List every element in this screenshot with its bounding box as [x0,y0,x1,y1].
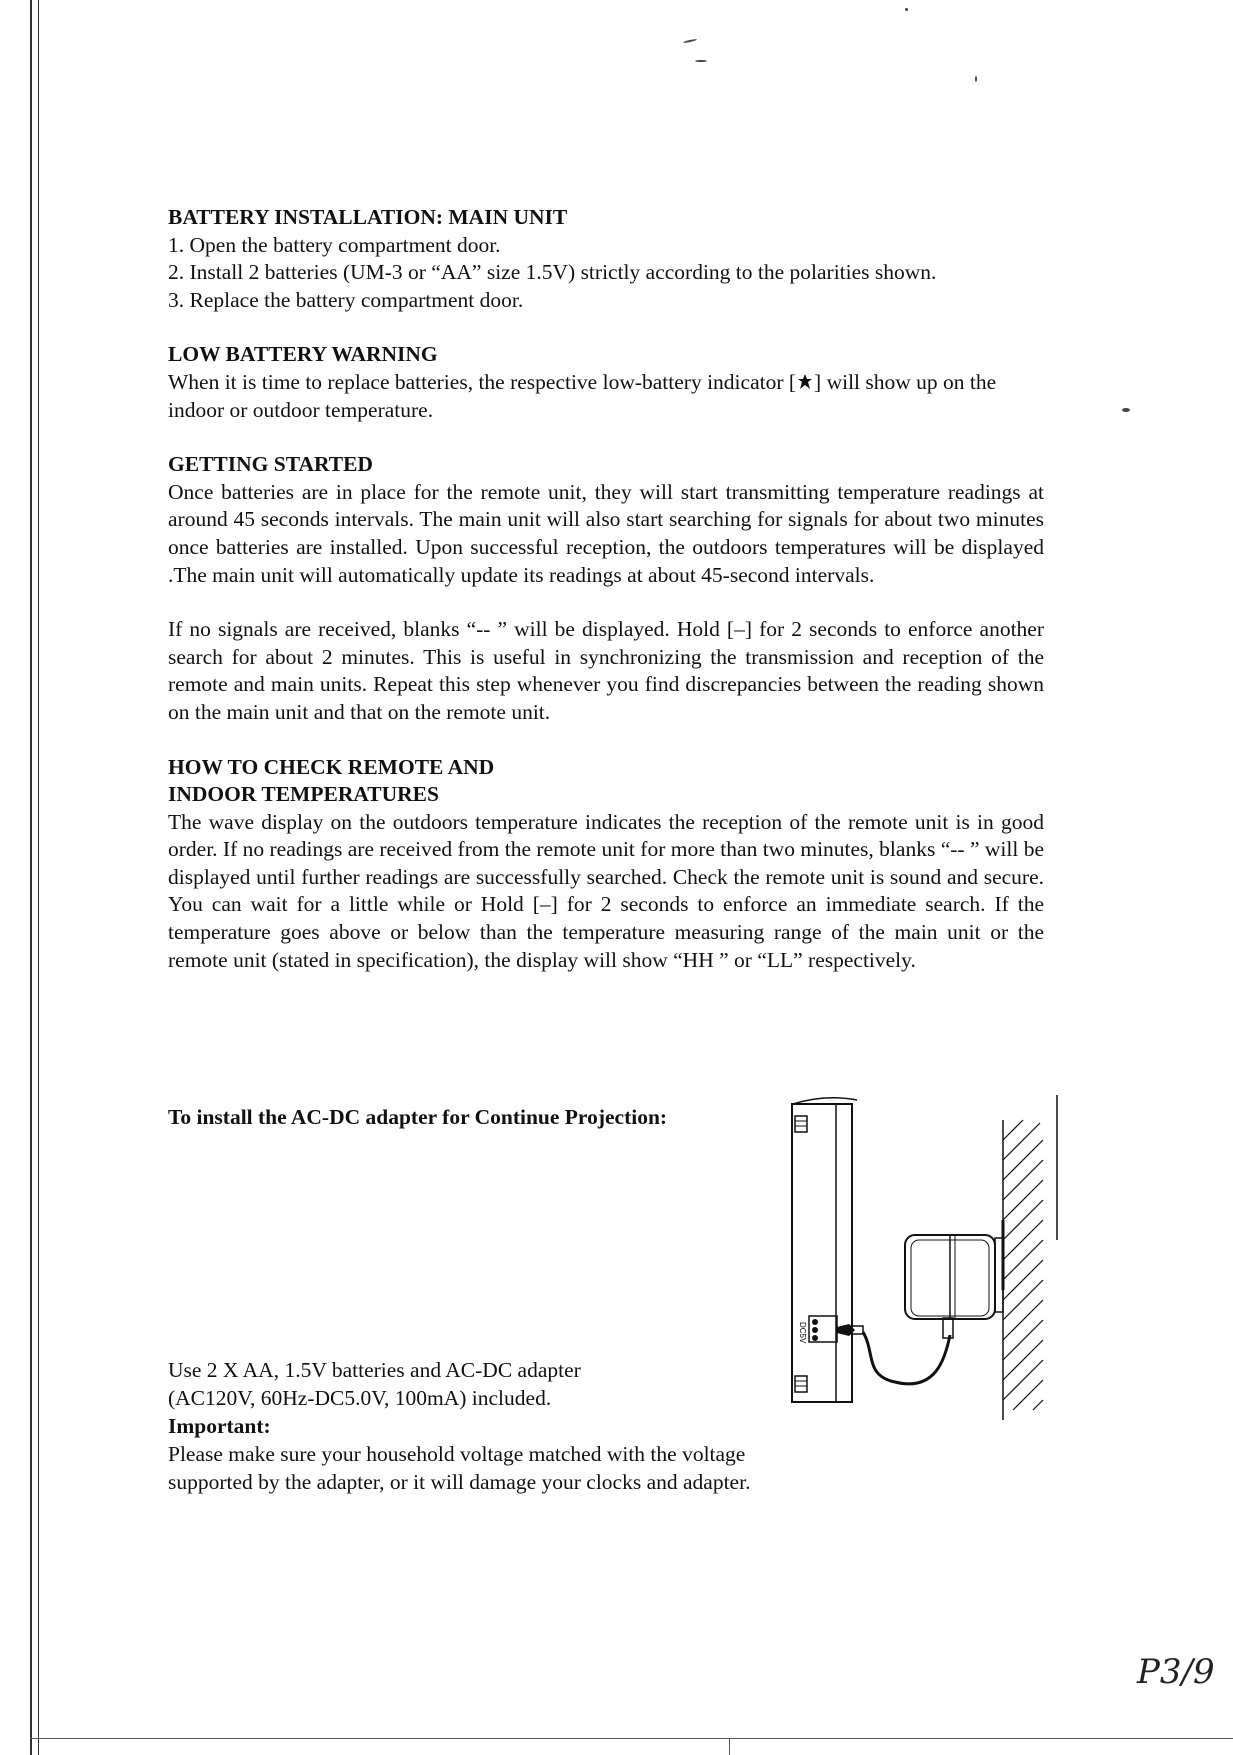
paragraph: The wave display on the outdoors temperature indicates the reception of the remote unit is in good order. If no readings are received from the remote unit for more than two minutes, blanks “-- ” will be displayed until further readings are successfully searched. Check the remote unit is sound and secure. You can wait for a little while or Hold [–] for 2 seconds to enforce an immediate search. If the temperature goes above or below than the temperature measuring range of the main unit or the remote unit (stated in specification), the display will show “HH ” or “LL” respectively. [168,809,1044,972]
adapter-cable [863,1332,950,1384]
low-battery-text-end: ] will show up on the indoor or outdoor temperature. [168,369,997,422]
bottom-border-line [30,1738,1233,1739]
section-heading: BATTERY INSTALLATION: MAIN UNIT [168,205,568,229]
paragraph: Once batteries are in place for the remote unit, they will start transmitting temperature readings at around 45 seconds intervals. The main unit will also start searching for signals for about two minutes once batteries are installed. Upon successful reception, the outdoors temperatures will be displayed .The main unit will automatically update its readings at about 45-second intervals. [168,479,1044,587]
low-battery-section [168,341,1044,424]
dc-label: DC5V [798,1322,807,1344]
scan-speck [1122,408,1130,412]
scan-speck [683,39,697,44]
section-heading: GETTING STARTED [168,452,373,477]
bottom-border-tick [729,1738,730,1755]
step-2: 2. Install 2 batteries (UM-3 or “AA” size 1.5V) strictly according to the polarities shown. [168,260,937,285]
adapter-illustration [785,1090,1125,1430]
important-label: Important: [168,1414,271,1438]
usage-line-1: Use 2 X AA, 1.5V batteries and AC-DC adapter [168,1358,581,1382]
important-line-2: supported by the adapter, or it will damage your clocks and adapter. [168,1470,751,1494]
scan-speck [975,76,977,82]
scan-speck [695,60,707,62]
vent-bottom [795,1376,807,1392]
step-1: 1. Open the battery compartment door. [168,232,501,257]
important-line-1: Please make sure your household voltage matched with the voltage [168,1442,746,1466]
left-margin-line [30,0,32,1755]
page-number: P3/9 [1137,1652,1215,1692]
section-heading: HOW TO CHECK REMOTE AND [168,754,495,779]
check-temperatures-section [168,754,1044,975]
low-battery-paragraph [168,369,1044,424]
main-unit-body [792,1104,852,1402]
section-heading: LOW BATTERY WARNING [168,342,438,367]
vent-top [795,1116,807,1132]
main-text [168,204,1044,1001]
section-heading-line2: INDOOR TEMPERATURES [168,782,439,807]
left-margin-line-inner [38,0,39,1755]
scan-speck [905,8,908,11]
usage-line-2: (AC120V, 60Hz-DC5.0V, 100mA) included. [168,1386,552,1410]
low-battery-icon [796,370,814,394]
getting-started-section [168,451,1044,726]
battery-installation-section [168,204,1044,314]
adapter-heading: To install the AC-DC adapter for Continue Projection: [168,1105,668,1129]
paragraph: If no signals are received, blanks “-- ” will be displayed. Hold [–] for 2 seconds to enforce another search for about 2 minutes. This is useful in synchronizing the transmission and reception of the remote and main units. Repeat this step whenever you find discrepancies between the reading shown on the main unit and that on the remote unit. [168,617,1044,724]
step-3: 3. Replace the battery compartment door. [168,287,524,312]
low-battery-text-start: When it is time to replace batteries, the respective low-battery indicator [ [168,369,797,394]
adapter-notes [168,1356,828,1496]
